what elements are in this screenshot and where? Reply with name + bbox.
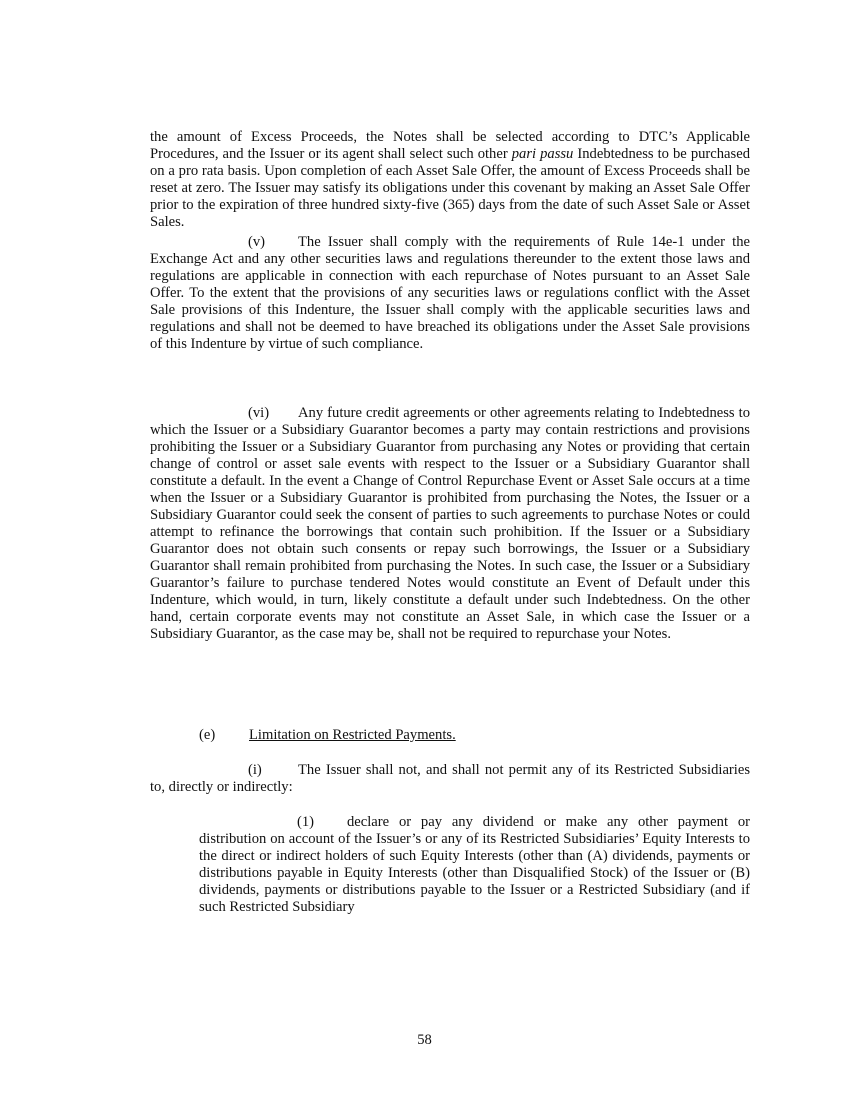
paragraph-1-label: (1) xyxy=(297,814,315,830)
paragraph-vi-label: (vi) xyxy=(248,405,270,421)
paragraph-v-label: (v) xyxy=(248,234,266,250)
paragraph-i xyxy=(150,762,750,796)
page-number: 58 xyxy=(417,1032,432,1048)
paragraph-1-text: declare or pay any dividend or make any other payment or distribution on account of the Issuer’s or any of its Restricted Subsidiaries’ Equity Interests to the direct or indirect holders of such Equity Interests (other than (A) dividends, payments or distributions payable in Equity Interests (other than Disqualified Stock) of the Issuer or (B) dividends, payments or distributions payable to the Issuer or a Restricted Subsidiary (and if such Restricted Subsidiary xyxy=(199,814,750,915)
paragraph-1 xyxy=(199,814,750,916)
paragraph-v xyxy=(150,234,750,353)
continuation-italic-term: pari passu xyxy=(511,146,574,162)
section-e-label: (e) xyxy=(199,727,216,743)
paragraph-i-text: The Issuer shall not, and shall not permit any of its Restricted Subsidiaries to, directly or indirectly: xyxy=(150,762,750,795)
paragraph-i-label: (i) xyxy=(248,762,262,778)
section-e-title: Limitation on Restricted Payments. xyxy=(249,727,456,743)
paragraph-vi-text: Any future credit agreements or other agreements relating to Indebtedness to which the Issuer or a Subsidiary Guarantor becomes a party may contain restrictions and provisions prohibiting the Issuer or a Subsidiary Guarantor from purchasing any Notes or providing that certain change of control or asset sale events with respect to the Issuer or a Subsidiary Guarantor shall constitute a default. In the event a Change of Control Repurchase Event or Asset Sale occurs at a time when the Issuer or a Subsidiary Guarantor is prohibited from purchasing the Notes, the Issuer or a Subsidiary Guarantor could seek the consent of parties to such agreements to purchase Notes or could attempt to refinance the borrowings that contain such prohibition. If the Issuer or a Subsidiary Guarantor does not obtain such consents or repay such borrowings, the Issuer or a Subsidiary Guarantor shall remain prohibited from purchasing the Notes. In such case, the Issuer or a Subsidiary Guarantor’s failure to purchase tendered Notes would constitute an Event of Default under this Indenture, which would, in turn, likely constitute a default under such Indebtedness. On the other hand, certain corporate events may not constitute an Asset Sale, in which case the Issuer or a Subsidiary Guarantor, as the case may be, shall not be required to repurchase your Notes. xyxy=(150,405,750,642)
continuation-text-end: Indebtedness to be purchased on a pro rata basis. Upon completion of each Asset Sale Offer, the amount of Excess Proceeds shall be reset at zero. The Issuer may satisfy its obligations under this covenant by making an Asset Sale Offer prior to the expiration of three hundred sixty-five (365) days from the date of such Asset Sale or Asset Sales. xyxy=(150,146,750,230)
section-heading-e xyxy=(199,727,456,744)
continuation-text-start: the amount of Excess Proceeds, the Notes shall be selected according to DTC’s Applicable Procedures, and the Issuer or its agent shall select such other xyxy=(150,129,750,162)
paragraph-continuation xyxy=(150,129,750,231)
paragraph-v-text: The Issuer shall comply with the requirements of Rule 14e-1 under the Exchange Act and any other securities laws and regulations thereunder to the extent those laws and regulations are applicable in connection with each repurchase of Notes pursuant to an Asset Sale Offer. To the extent that the provisions of any securities laws or regulations conflict with the Asset Sale provisions of this Indenture, the Issuer shall comply with the applicable securities laws and regulations and shall not be deemed to have breached its obligations under the Asset Sale provisions of this Indenture by virtue of such compliance. xyxy=(150,234,750,352)
paragraph-vi xyxy=(150,405,750,643)
